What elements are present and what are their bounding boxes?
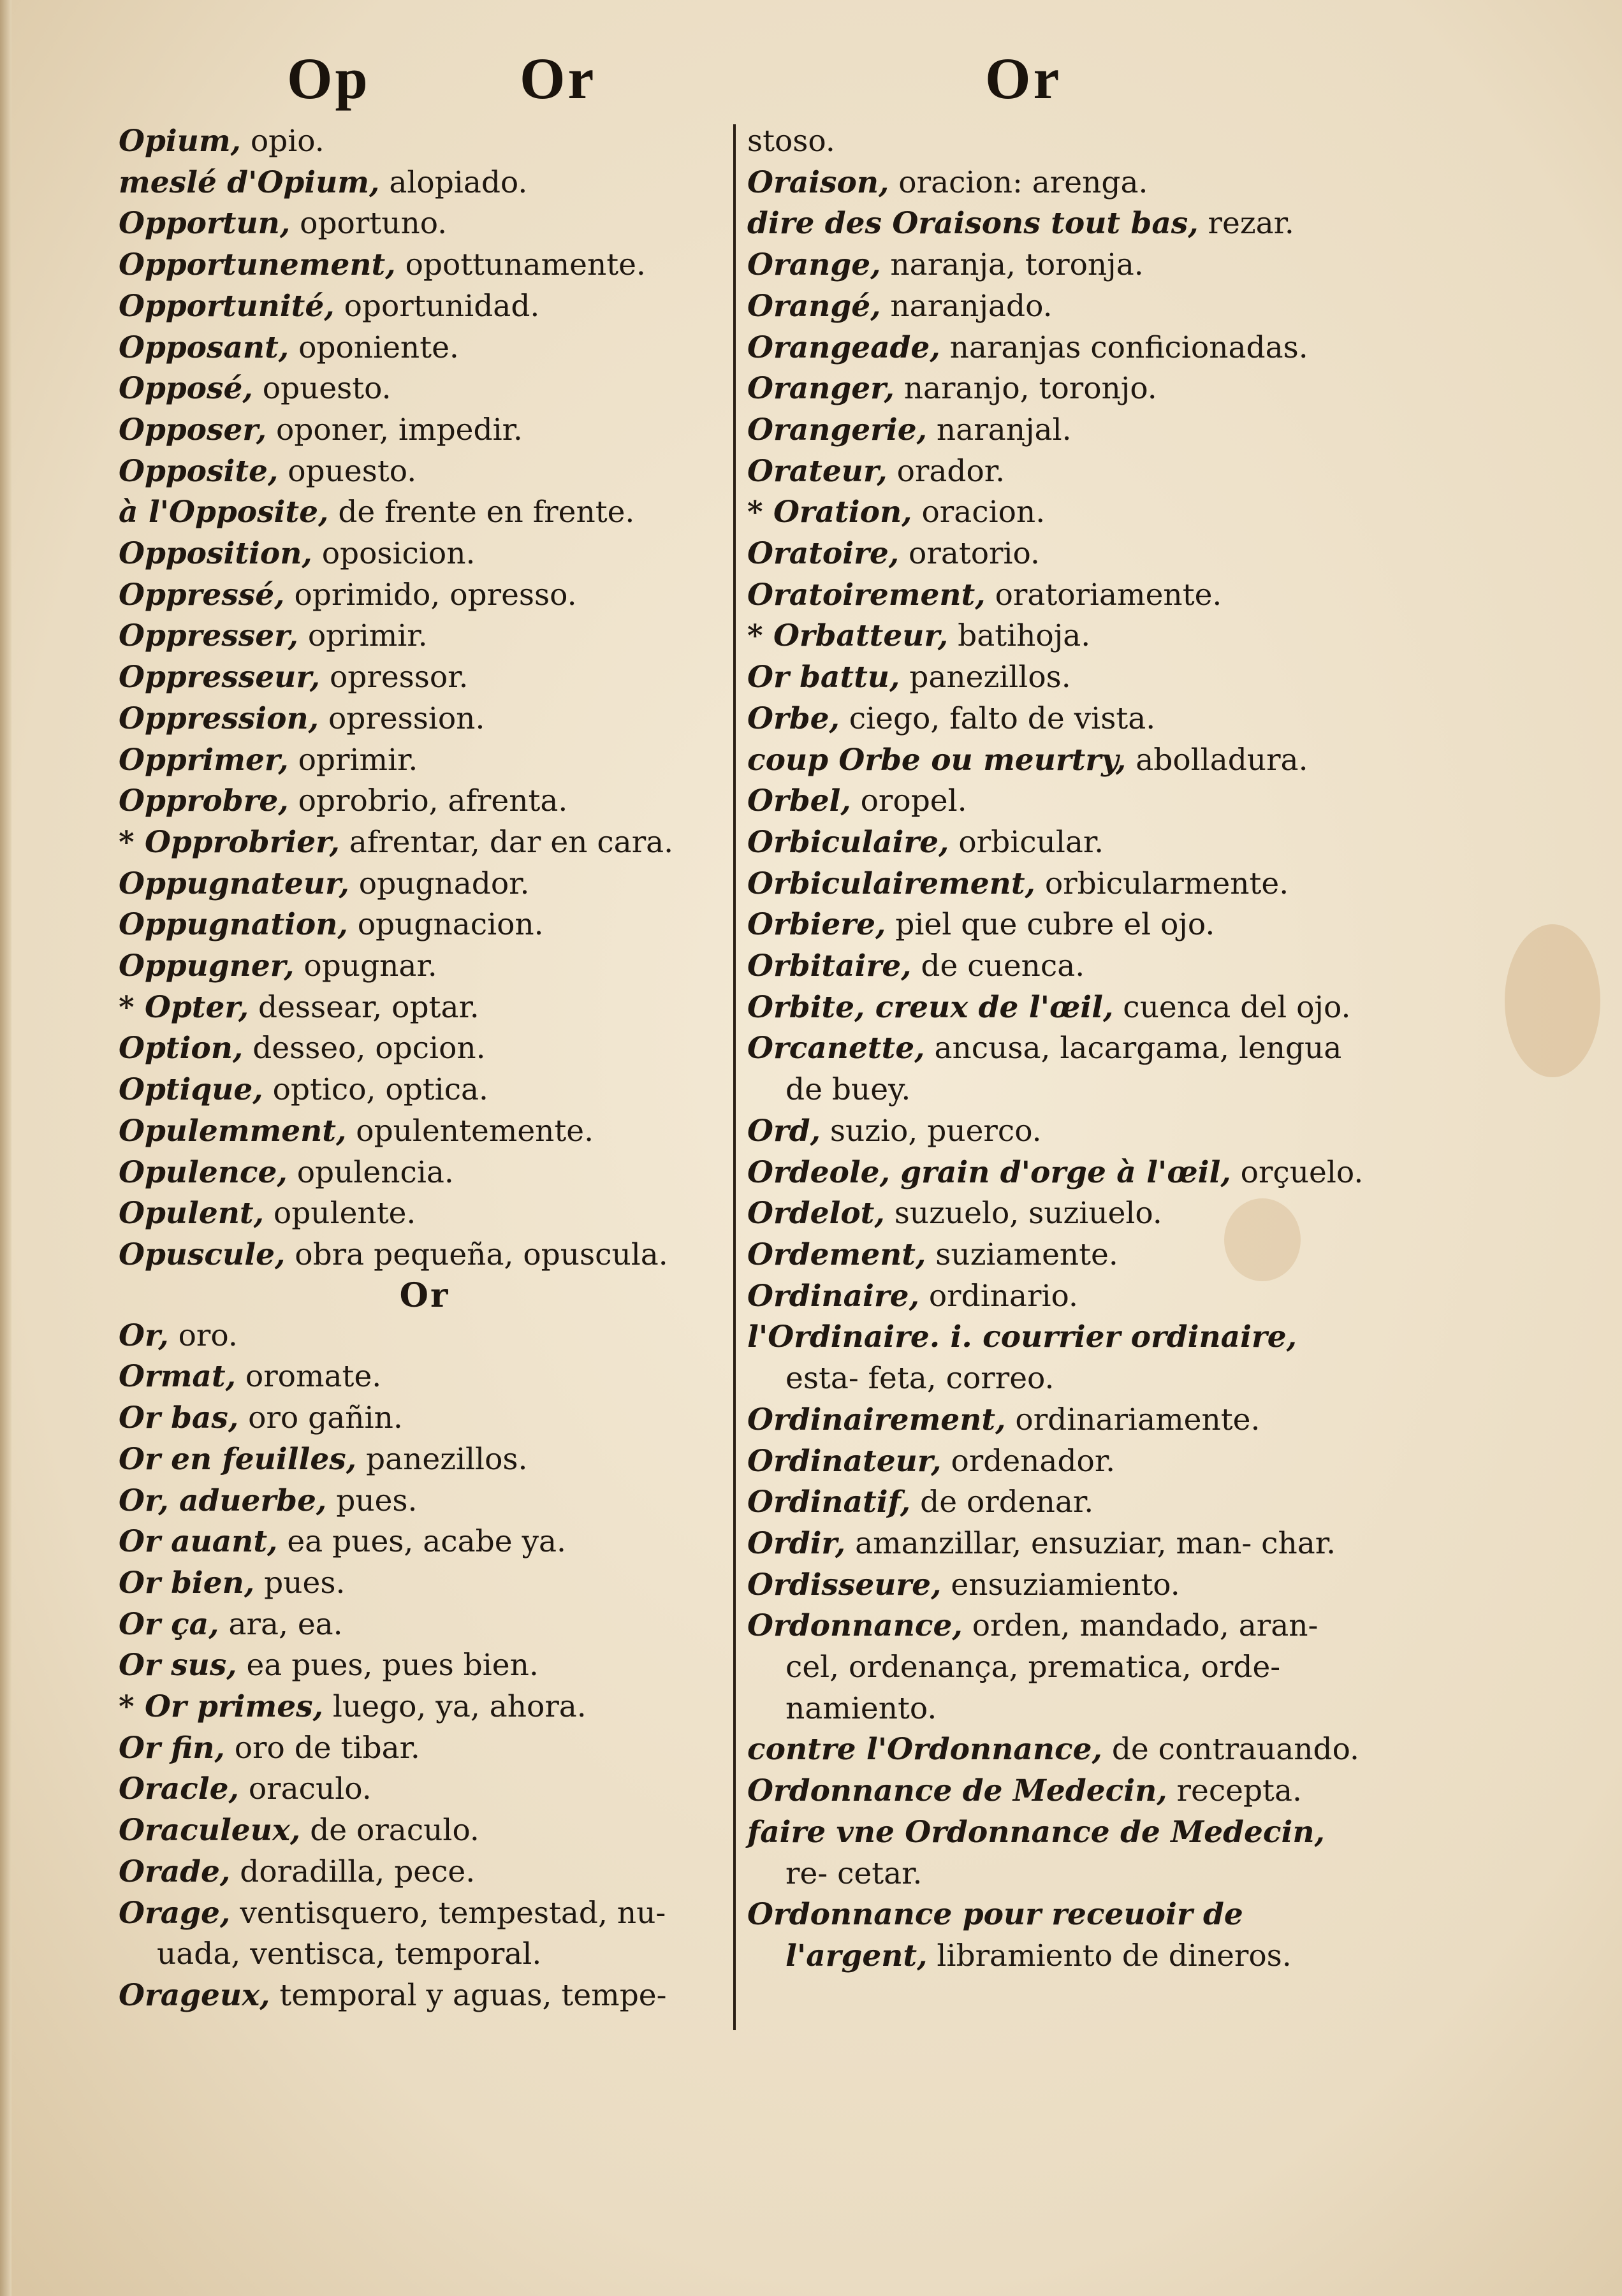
entry-headword: Opulent, xyxy=(119,1196,264,1232)
entry-translation: oracion: arenga. xyxy=(889,164,1148,200)
entry-headword: Opuscule, xyxy=(119,1237,286,1272)
entry-translation: de oraculo. xyxy=(300,1813,479,1849)
dictionary-entry xyxy=(119,368,731,410)
dictionary-entry xyxy=(119,822,731,864)
entry-headword: Ordir, xyxy=(747,1525,846,1561)
entry-translation: pues. xyxy=(254,1565,346,1601)
dictionary-entry xyxy=(119,451,731,493)
entry-translation: ordinario. xyxy=(919,1278,1078,1314)
entry-headword: Or auant, xyxy=(119,1524,278,1560)
dictionary-entry xyxy=(747,1894,1359,1977)
entry-headword: Ordelot, xyxy=(747,1196,885,1232)
header-left-guideword: Op xyxy=(287,46,370,111)
entry-translation: suzuelo, suziuelo. xyxy=(884,1196,1162,1232)
dictionary-entry xyxy=(119,1810,731,1852)
right-entries xyxy=(747,121,1364,1977)
dictionary-entry xyxy=(119,1893,731,1975)
dictionary-entry xyxy=(119,1563,731,1604)
entry-translation: opugnar. xyxy=(294,948,437,984)
dictionary-entry xyxy=(119,1439,731,1481)
entry-translation: opulentemente. xyxy=(346,1113,594,1149)
dictionary-entry xyxy=(747,1441,1359,1483)
entry-translation: naranja, toronja. xyxy=(880,247,1144,283)
entry-headword: Option, xyxy=(119,1031,244,1066)
entry-translation: ciego, falto de vista. xyxy=(839,701,1156,736)
entry-headword: Ordonnance de Medecin, xyxy=(747,1773,1167,1809)
entry-translation: opugnador. xyxy=(349,866,530,901)
entry-translation: re- cetar. xyxy=(785,1856,923,1891)
entry-translation: opulencia. xyxy=(287,1154,454,1190)
dictionary-entry xyxy=(747,328,1359,369)
dictionary-entry xyxy=(119,1193,731,1235)
entry-translation: oro. xyxy=(168,1318,238,1353)
dictionary-entry xyxy=(119,286,731,328)
entry-translation: panezillos. xyxy=(900,660,1071,695)
dictionary-entry xyxy=(747,575,1359,616)
dictionary-entry xyxy=(747,368,1359,410)
entry-headword: Oppressé, xyxy=(119,577,285,613)
dictionary-entry xyxy=(119,410,731,451)
entry-translation: ara, ea. xyxy=(219,1606,343,1642)
entry-headword: Orageux, xyxy=(119,1977,270,2013)
entry-translation: opression. xyxy=(319,701,485,736)
entry-headword: Opposite, xyxy=(119,453,279,489)
entry-headword: Or sus, xyxy=(119,1648,237,1683)
entry-translation: orbicular. xyxy=(949,824,1104,860)
entry-translation: ventisquero, tempestad, nu- uada, ventisca, temporal. xyxy=(157,1895,666,1972)
entry-translation: oposicion. xyxy=(312,536,476,572)
dictionary-entry xyxy=(747,1812,1359,1894)
entry-translation: temporal y aguas, tempe- xyxy=(270,1977,667,2013)
dictionary-entry xyxy=(119,987,731,1029)
entry-headword: Ordinateur, xyxy=(747,1443,942,1479)
dictionary-entry xyxy=(747,534,1359,575)
dictionary-entry xyxy=(119,1356,731,1398)
entry-headword: Orangé, xyxy=(747,288,881,324)
dictionary-entry xyxy=(747,616,1359,657)
entry-headword: Opportun, xyxy=(119,206,291,242)
entry-translation: opottunamente. xyxy=(395,247,646,283)
entry-translation: ancusa, lacargama, lengua de buey. xyxy=(785,1031,1342,1108)
entry-headword: Ordonnance, xyxy=(747,1608,963,1644)
foxing-stain xyxy=(1505,924,1600,1077)
dictionary-entry xyxy=(747,781,1359,822)
entry-translation: de contrauando. xyxy=(1102,1732,1359,1768)
dictionary-entry xyxy=(747,121,1359,163)
dictionary-entry xyxy=(747,286,1359,328)
entry-translation: de ordenar. xyxy=(910,1485,1094,1520)
entry-headword: Ordinaire, xyxy=(747,1278,919,1314)
entry-translation: oracion. xyxy=(912,495,1046,530)
entry-translation: optico, optica. xyxy=(263,1072,488,1108)
entry-headword: Ordeole, grain d'orge à l'œil, xyxy=(747,1154,1231,1190)
entry-translation: ea pues, acabe ya. xyxy=(277,1524,566,1560)
dictionary-entry xyxy=(119,1028,731,1070)
entry-translation: amanzillar, ensuziar, man- char. xyxy=(845,1525,1336,1561)
entry-headword: dire des Oraisons tout bas, xyxy=(747,206,1199,242)
entry-headword: Or bas, xyxy=(119,1400,239,1436)
left-column xyxy=(119,121,731,2017)
entry-headword: Oppugnation, xyxy=(119,907,348,943)
entry-headword: Orangerie, xyxy=(747,412,927,447)
entry-translation: piel que cubre el ojo. xyxy=(886,907,1215,943)
dictionary-entry xyxy=(119,492,731,534)
entry-translation: afrentar, dar en cara. xyxy=(339,824,674,860)
entry-headword: Orange, xyxy=(747,247,881,283)
right-column xyxy=(747,121,1364,1977)
dictionary-entry xyxy=(747,1111,1359,1152)
dictionary-entry xyxy=(119,1111,731,1152)
dictionary-entry xyxy=(119,575,731,616)
dictionary-entry xyxy=(747,1400,1359,1441)
dictionary-entry xyxy=(119,864,731,905)
entry-headword: Or en feuilles, xyxy=(119,1441,357,1477)
dictionary-entry xyxy=(119,657,731,699)
header-right-guideword: Or xyxy=(985,46,1062,111)
entry-translation: stoso. xyxy=(747,124,835,159)
entry-headword: Oracle, xyxy=(119,1771,239,1807)
dictionary-entry xyxy=(119,1481,731,1522)
entry-translation: suziamente. xyxy=(926,1237,1118,1272)
entry-translation: oportunidad. xyxy=(334,288,540,324)
dictionary-entry xyxy=(119,1975,731,2017)
entry-headword: Orbe, xyxy=(747,701,840,736)
dictionary-entry xyxy=(747,864,1359,905)
entry-translation: panezillos. xyxy=(356,1441,528,1477)
dictionary-entry xyxy=(119,946,731,987)
entry-headword: l'Ordinaire. i. courrier ordinaire, xyxy=(747,1319,1297,1355)
left-entries xyxy=(119,121,731,1276)
dictionary-entry xyxy=(119,1152,731,1194)
entry-headword: Opportunité, xyxy=(119,288,335,324)
entry-headword: * Oration, xyxy=(747,495,912,530)
entry-headword: Orage, xyxy=(119,1895,231,1931)
dictionary-entry xyxy=(747,740,1359,781)
entry-headword: Opportunement, xyxy=(119,247,396,283)
entry-translation: dessear, optar. xyxy=(249,989,479,1025)
entry-headword: Oraculeux, xyxy=(119,1813,301,1849)
dictionary-entry xyxy=(747,1235,1359,1276)
entry-translation: pues. xyxy=(326,1483,418,1518)
entry-translation: esta- feta, correo. xyxy=(785,1361,1055,1397)
left-entries-or xyxy=(119,1316,731,2017)
entry-headword: Ordinatif, xyxy=(747,1485,911,1520)
entry-headword: Opulemment, xyxy=(119,1113,347,1149)
entry-translation: suzio, puerco. xyxy=(820,1113,1042,1149)
entry-headword: coup Orbe ou meurtry, xyxy=(747,742,1127,778)
dictionary-entry xyxy=(747,1193,1359,1235)
entry-headword: Opprobre, xyxy=(119,783,289,819)
entry-headword: Ordisseure, xyxy=(747,1567,942,1602)
entry-headword: Oraison, xyxy=(747,164,889,200)
entry-headword: * Orbatteur, xyxy=(747,618,949,654)
entry-headword: Orbite, creux de l'œil, xyxy=(747,989,1114,1025)
dictionary-entry xyxy=(747,1523,1359,1565)
dictionary-entry xyxy=(747,822,1359,864)
dictionary-entry xyxy=(119,203,731,245)
entry-headword: Ordement, xyxy=(747,1237,926,1272)
dictionary-entry xyxy=(747,657,1359,699)
entry-translation: libramiento de dineros. xyxy=(927,1938,1292,1973)
entry-translation: opio. xyxy=(240,124,325,159)
entry-headword: Or battu, xyxy=(747,660,900,695)
dictionary-entry xyxy=(747,1317,1359,1399)
dictionary-entry xyxy=(119,245,731,286)
dictionary-entry xyxy=(119,1604,731,1646)
dictionary-entry xyxy=(119,905,731,946)
dictionary-entry xyxy=(747,203,1359,245)
dictionary-entry xyxy=(119,699,731,740)
dictionary-entry xyxy=(119,1728,731,1769)
entry-translation: luego, ya, ahora. xyxy=(323,1689,587,1725)
entry-translation: naranjal. xyxy=(926,412,1072,447)
entry-headword: * Or primes, xyxy=(119,1689,323,1725)
entry-translation: oromate. xyxy=(235,1359,382,1395)
entry-headword: Opposition, xyxy=(119,536,312,572)
entry-translation: oro gañin. xyxy=(238,1400,403,1436)
dictionary-entry xyxy=(747,1028,1359,1110)
entry-headword: à l'Opposite, xyxy=(119,495,329,530)
entry-headword: Orbiere, xyxy=(747,907,886,943)
entry-translation: oratorio. xyxy=(899,536,1040,572)
entry-headword: Opposant, xyxy=(119,330,289,365)
entry-translation: oro de tibar. xyxy=(224,1730,420,1766)
section-subheading: Or xyxy=(399,1275,450,1315)
entry-headword: * Opter, xyxy=(119,989,249,1025)
dictionary-entry xyxy=(119,1398,731,1439)
entry-translation: recepta. xyxy=(1167,1773,1302,1809)
dictionary-entry xyxy=(747,1565,1359,1606)
dictionary-entry xyxy=(747,1152,1364,1194)
entry-translation: ea pues, pues bien. xyxy=(237,1648,539,1683)
entry-headword: * Opprobrier, xyxy=(119,824,340,860)
entry-translation: naranjado. xyxy=(880,288,1053,324)
entry-headword: Or bien, xyxy=(119,1565,255,1601)
header-middle-guideword: Or xyxy=(520,46,597,111)
entry-translation: oprimido, opresso. xyxy=(284,577,577,613)
entry-headword: meslé d'Opium, xyxy=(119,164,380,200)
entry-headword: Ord, xyxy=(747,1113,821,1149)
dictionary-entry xyxy=(747,987,1359,1029)
column-divider xyxy=(733,124,736,2030)
entry-headword: Opposé, xyxy=(119,371,253,407)
entry-headword: Opprimer, xyxy=(119,742,289,778)
entry-translation: de frente en frente. xyxy=(328,495,635,530)
entry-translation: doradilla, pece. xyxy=(230,1854,476,1889)
entry-headword: Oppresseur, xyxy=(119,660,321,695)
entry-headword: Opulence, xyxy=(119,1154,288,1190)
entry-translation: oratoriamente. xyxy=(985,577,1222,613)
entry-headword: Or fin, xyxy=(119,1730,225,1766)
dictionary-entry xyxy=(119,1645,731,1687)
entry-headword: Orangeade, xyxy=(747,330,940,365)
entry-translation: orden, mandado, aran- cel, ordenança, prematica, orde- namiento. xyxy=(785,1608,1319,1726)
entry-translation: opulente. xyxy=(263,1196,416,1232)
dictionary-entry xyxy=(747,245,1359,286)
entry-headword: Orateur, xyxy=(747,453,888,489)
dictionary-entry xyxy=(747,1771,1359,1812)
entry-translation: oponiente. xyxy=(289,330,459,365)
entry-translation: opuesto. xyxy=(252,371,391,407)
entry-headword: Orbel, xyxy=(747,783,851,819)
entry-translation: obra pequeña, opuscula. xyxy=(285,1237,668,1272)
entry-translation: orçuelo. xyxy=(1231,1154,1364,1190)
entry-headword: Oppression, xyxy=(119,701,319,736)
entry-translation: oprobrio, afrenta. xyxy=(288,783,568,819)
dictionary-entry xyxy=(747,410,1359,451)
dictionary-entry xyxy=(119,163,731,204)
entry-headword: Oppresser, xyxy=(119,618,298,654)
entry-translation: de cuenca. xyxy=(911,948,1085,984)
dictionary-entry xyxy=(747,451,1359,493)
entry-translation: opressor. xyxy=(320,660,469,695)
dictionary-entry xyxy=(119,1316,731,1357)
entry-translation: opugnacion. xyxy=(347,907,544,943)
entry-translation: oportuno. xyxy=(290,206,448,242)
entry-translation: ordinariamente. xyxy=(1005,1402,1260,1437)
entry-headword: Oratoirement, xyxy=(747,577,986,613)
entry-translation: opuesto. xyxy=(278,453,417,489)
entry-headword: contre l'Ordonnance, xyxy=(747,1732,1102,1768)
entry-headword: Oppugner, xyxy=(119,948,295,984)
dictionary-entry xyxy=(747,1606,1359,1729)
entry-translation: naranjas conficionadas. xyxy=(940,330,1308,365)
entry-translation: desseo, opcion. xyxy=(243,1031,486,1066)
dictionary-entry xyxy=(119,740,731,781)
dictionary-entry xyxy=(747,1482,1359,1523)
entry-translation: oropel. xyxy=(851,783,967,819)
entry-translation: ordenador. xyxy=(941,1443,1116,1479)
dictionary-entry xyxy=(747,946,1359,987)
entry-translation: alopiado. xyxy=(379,164,528,200)
dictionary-entry xyxy=(747,699,1359,740)
entry-headword: Or, aduerbe, xyxy=(119,1483,327,1518)
dictionary-entry xyxy=(747,163,1359,204)
entry-headword: Or ça, xyxy=(119,1606,219,1642)
entry-translation: oprimir. xyxy=(288,742,418,778)
book-spine-edge xyxy=(0,0,11,2296)
entry-translation: ensuziamiento. xyxy=(941,1567,1180,1602)
dictionary-entry xyxy=(119,121,731,163)
entry-headword: Optique, xyxy=(119,1072,263,1108)
entry-headword: Ormat, xyxy=(119,1359,236,1395)
entry-translation: cuenca del ojo. xyxy=(1113,989,1351,1025)
entry-translation: batihoja. xyxy=(948,618,1091,654)
dictionary-entry xyxy=(119,1235,731,1276)
entry-headword: Orade, xyxy=(119,1854,231,1889)
entry-headword: Orbiculaire, xyxy=(747,824,949,860)
entry-headword: Opposer, xyxy=(119,412,267,447)
dictionary-entry xyxy=(119,616,731,657)
entry-headword: faire vne Ordonnance de Medecin, xyxy=(747,1814,1325,1850)
entry-translation: oponer, impedir. xyxy=(267,412,523,447)
entry-headword: Orbitaire, xyxy=(747,948,912,984)
dictionary-entry xyxy=(747,1276,1359,1318)
entry-translation: orbicularmente. xyxy=(1035,866,1289,901)
dictionary-entry xyxy=(119,1852,731,1893)
dictionary-entry xyxy=(119,781,731,822)
entry-headword: Orcanette, xyxy=(747,1031,925,1066)
entry-headword: Opium, xyxy=(119,124,241,159)
dictionary-entry xyxy=(119,1522,731,1563)
entry-headword: Oranger, xyxy=(747,371,895,407)
entry-headword: Orbiculairement, xyxy=(747,866,1035,901)
dictionary-entry xyxy=(119,328,731,369)
entry-translation: abolladura. xyxy=(1126,742,1308,778)
dictionary-entry xyxy=(119,1687,731,1728)
dictionary-entry xyxy=(119,534,731,575)
dictionary-entry xyxy=(747,492,1359,534)
dictionary-entry xyxy=(119,1070,731,1111)
entry-translation: naranjo, toronjo. xyxy=(894,371,1157,407)
entry-translation: oprimir. xyxy=(298,618,428,654)
entry-translation: oraculo. xyxy=(238,1771,372,1807)
entry-translation: rezar. xyxy=(1198,206,1294,242)
dictionary-entry xyxy=(747,905,1359,946)
entry-headword: Ordinairement, xyxy=(747,1402,1006,1437)
entry-headword: Oppugnateur, xyxy=(119,866,349,901)
dictionary-entry xyxy=(747,1729,1359,1771)
dictionary-entry xyxy=(119,1769,731,1810)
entry-headword: Oratoire, xyxy=(747,536,900,572)
entry-translation: orador. xyxy=(887,453,1005,489)
entry-headword: Ordonnance pour receuoir de l'argent, xyxy=(747,1897,1243,1973)
entry-headword: Or, xyxy=(119,1318,169,1353)
